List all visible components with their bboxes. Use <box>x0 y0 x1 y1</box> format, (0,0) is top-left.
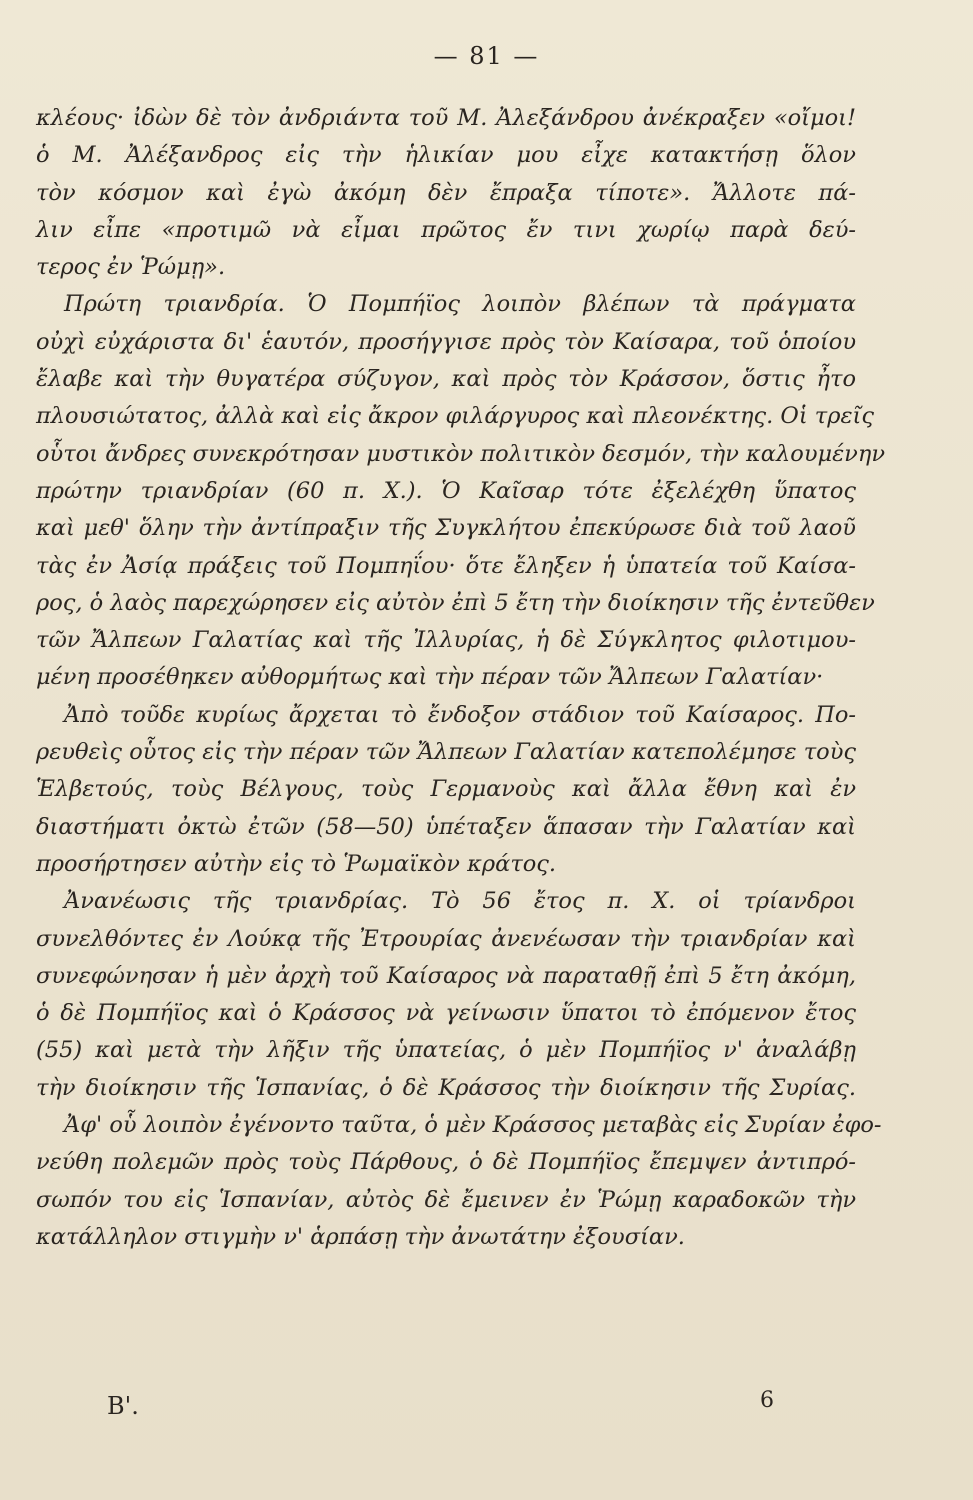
text-line: ρος, ὁ λαὸς παρεχώρησεν εἰς αὐτὸν ἐπὶ 5 ἔτη τὴν διοίκησιν τῆς ἐντεῦθεν <box>36 589 875 616</box>
text-line: προσήρτησεν αὐτὴν εἰς τὸ Ῥωμαϊκὸν κράτος. <box>36 850 557 877</box>
text-line: κατάλληλον στιγμὴν ν' ἁρπάσῃ τὴν ἀνωτάτην ἐξουσίαν. <box>36 1223 685 1250</box>
text-line: οὐχὶ εὐχάριστα δι' ἑαυτόν, προσήγγισε πρὸς τὸν Καίσαρα, τοῦ ὁποίου <box>36 328 856 355</box>
text-line: συνεφώνησαν ἡ μὲν ἀρχὴ τοῦ Καίσαρος νὰ παραταθῇ ἐπὶ 5 ἔτη ἀκόμη, <box>36 962 856 989</box>
text-line: τῶν Ἄλπεων Γαλατίας καὶ τῆς Ἰλλυρίας, ἡ δὲ Σύγκλητος φιλοτιμου- <box>36 627 856 654</box>
paragraph-start-line: Ἀπὸ τοῦδε κυρίως ἄρχεται τὸ ἔνδοξον στάδιον τοῦ Καίσαρος. Πο- <box>64 701 856 728</box>
signature-mark: Β'. <box>107 1392 139 1420</box>
text-line: τερος ἐν Ῥώμῃ». <box>36 254 226 281</box>
text-line: ὁ δὲ Πομπήϊος καὶ ὁ Κράσσος νὰ γείνωσιν ὕπατοι τὸ ἐπόμενον ἔτος <box>36 1000 856 1027</box>
text-line: μένη προσέθηκεν αὐθορμήτως καὶ τὴν πέραν τῶν Ἄλπεων Γαλατίαν· <box>36 664 824 691</box>
text-line: σωπόν του εἰς Ἱσπανίαν, αὐτὸς δὲ ἔμεινεν ἐν Ῥώμῃ καραδοκῶν τὴν <box>36 1186 856 1213</box>
page-number: — 81 — <box>433 42 540 70</box>
text-line: συνελθόντες ἐν Λούκᾳ τῆς Ἐτρουρίας ἀνενέωσαν τὴν τριανδρίαν καὶ <box>36 925 856 952</box>
text-line: τὴν διοίκησιν τῆς Ἱσπανίας, ὁ δὲ Κράσσος τὴν διοίκησιν τῆς Συρίας. <box>36 1074 856 1101</box>
text-line: λιν εἶπε «προτιμῶ νὰ εἶμαι πρῶτος ἔν τινι χωρίῳ παρὰ δεύ- <box>36 216 856 243</box>
text-line: πρώτην τριανδρίαν (60 π. Χ.). Ὁ Καῖσαρ τότε ἐξελέχθη ὕπατος <box>36 477 856 504</box>
text-line: καὶ μεθ' ὅλην τὴν ἀντίπραξιν τῆς Συγκλήτου ἐπεκύρωσε διὰ τοῦ λαοῦ <box>36 515 856 542</box>
text-line: διαστήματι ὀκτὼ ἐτῶν (58—50) ὑπέταξεν ἅπασαν τὴν Γαλατίαν καὶ <box>36 813 856 840</box>
text-line: ἔλαβε καὶ τὴν θυγατέρα σύζυγον, καὶ πρὸς τὸν Κράσσον, ὅστις ἦτο <box>36 366 856 393</box>
text-line: (55) καὶ μετὰ τὴν λῆξιν τῆς ὑπατείας, ὁ μὲν Πομπήϊος ν' ἀναλάβῃ <box>36 1037 856 1064</box>
text-line: κλέους· ἰδὼν δὲ τὸν ἀνδριάντα τοῦ Μ. Ἀλεξάνδρου ἀνέκραξεν «οἴμοι! <box>36 105 856 131</box>
sheet-number: 6 <box>760 1388 774 1413</box>
paragraph-start-line: Ἀφ' οὗ λοιπὸν ἐγένοντο ταῦτα, ὁ μὲν Κράσσος μεταβὰς εἰς Συρίαν ἐφο- <box>64 1112 882 1139</box>
section-heading-line: Ἀνανέωσις τῆς τριανδρίας. Τὸ 56 ἔτος π. Χ. οἱ τρίανδροι <box>64 888 856 915</box>
text-line: Ἑλβετούς, τοὺς Βέλγους, τοὺς Γερμανοὺς καὶ ἄλλα ἔθνη καὶ ἐν <box>36 776 856 803</box>
text-line: οὗτοι ἄνδρες συνεκρότησαν μυστικὸν πολιτικὸν δεσμόν, τὴν καλουμένην <box>36 440 886 467</box>
text-line: τὸν κόσμον καὶ ἐγὼ ἀκόμη δὲν ἔπραξα τίποτε». Ἄλλοτε πά- <box>36 179 856 206</box>
text-line: πλουσιώτατος, ἀλλὰ καὶ εἰς ἄκρον φιλάργυρος καὶ πλεονέκτης. Οἱ τρεῖς <box>36 403 874 430</box>
text-line: νεύθη πολεμῶν πρὸς τοὺς Πάρθους, ὁ δὲ Πομπήϊος ἔπεμψεν ἀντιπρό- <box>36 1149 856 1176</box>
body-text <box>36 100 886 1256</box>
text-line: ὁ Μ. Ἀλέξανδρος εἰς τὴν ἡλικίαν μου εἶχε κατακτήσῃ ὅλον <box>36 142 856 169</box>
text-line: ρευθεὶς οὗτος εἰς τὴν πέραν τῶν Ἄλπεων Γαλατίαν κατεπολέμησε τοὺς <box>36 739 856 766</box>
section-heading-line: Πρώτη τριανδρία. Ὁ Πομπήϊος λοιπὸν βλέπων τὰ πράγματα <box>64 291 856 318</box>
text-line: τὰς ἐν Ἀσίᾳ πράξεις τοῦ Πομπηΐου· ὅτε ἔληξεν ἡ ὑπατεία τοῦ Καίσα- <box>36 552 856 579</box>
